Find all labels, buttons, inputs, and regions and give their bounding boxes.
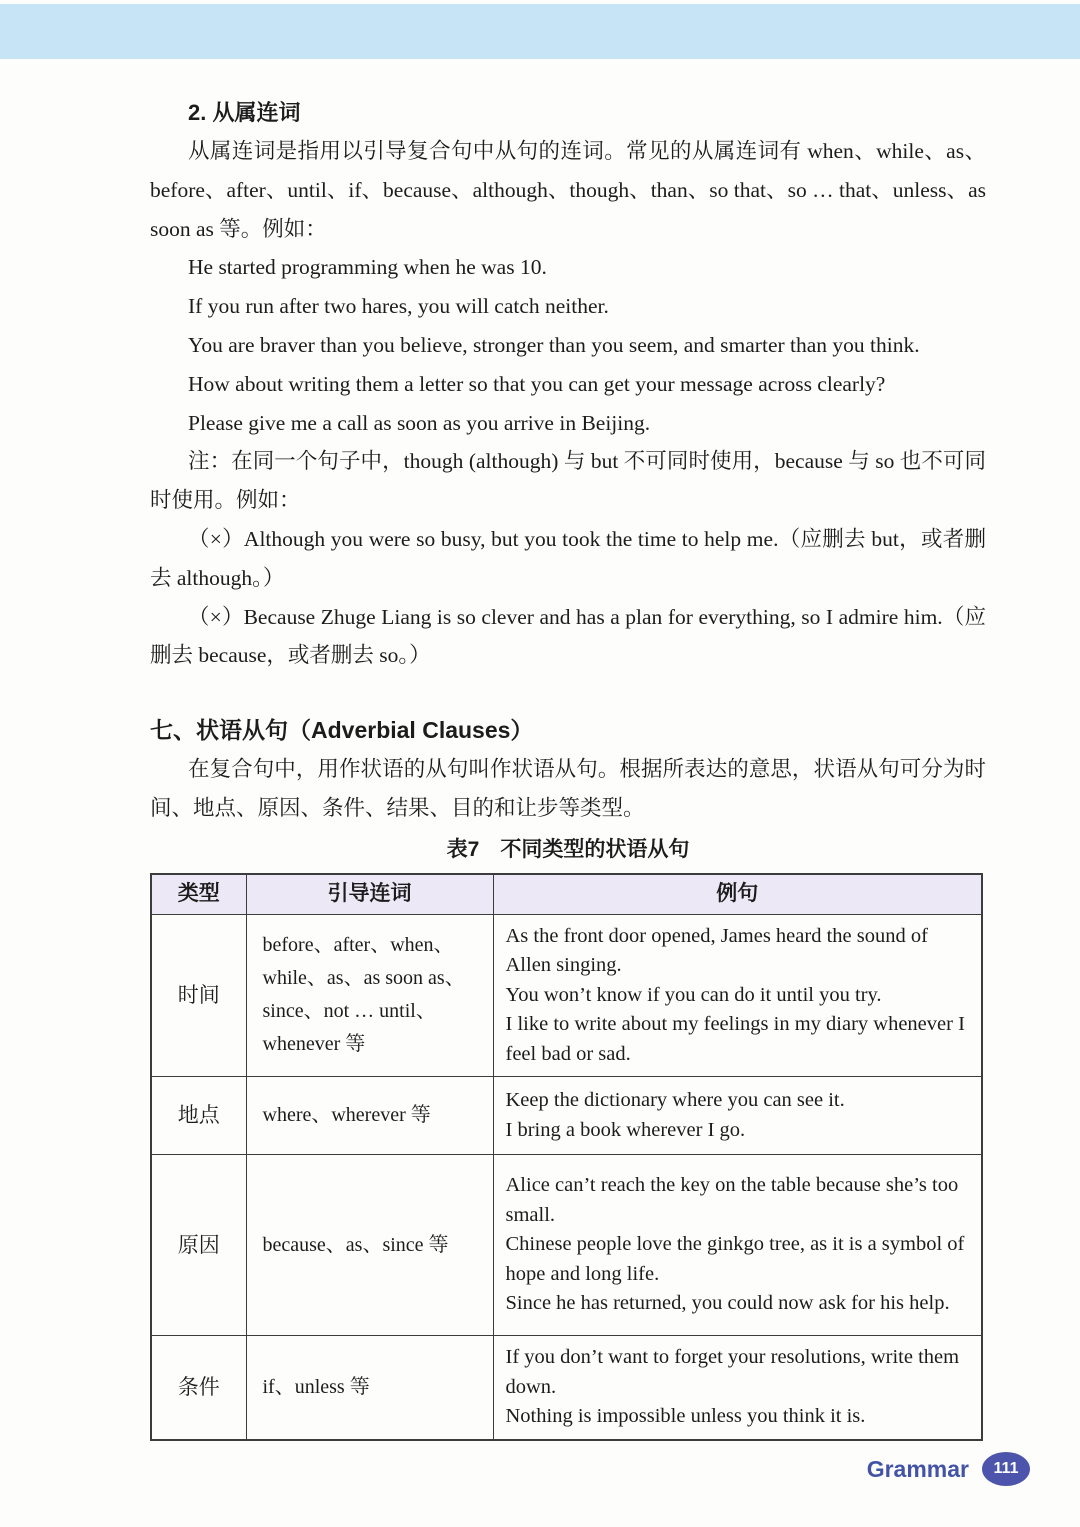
- row-type-label: 条件: [151, 1336, 246, 1440]
- table7-caption: 表7 不同类型的状语从句: [446, 837, 690, 861]
- page-body: [150, 59, 986, 1441]
- example-sentence: As the front door opened, James heard the sound of Allen singing.: [505, 924, 928, 977]
- row-type-label: 原因: [151, 1155, 246, 1336]
- example-sentence: Since he has returned, you could now ask for his help.: [505, 1292, 950, 1315]
- wrong-example-2: （×）Because Zhuge Liang is so clever and has a plan for everything, so I admire him.（应删去 because，或者删去 so。）: [150, 604, 986, 668]
- row-conjunctions: if、unless 等: [246, 1336, 493, 1440]
- row-examples: [493, 1155, 982, 1336]
- section-7-heading: 七、状语从句（Adverbial Clauses）: [150, 717, 534, 744]
- row-examples: [493, 1336, 982, 1440]
- col-header-conjunctions: 引导连词: [246, 874, 493, 914]
- table-row-place: [151, 1077, 982, 1155]
- footer-section-label: Grammar: [866, 1455, 969, 1482]
- example-sentence: Alice can’t reach the key on the table because she’s too small.: [505, 1174, 959, 1226]
- row-examples: [493, 914, 982, 1077]
- page-footer: [867, 1452, 1030, 1486]
- example-sentence: Chinese people love the ginkgo tree, as it is a symbol of hope and long life.: [505, 1233, 965, 1285]
- col-header-type: 类型: [151, 874, 246, 914]
- example-sentence: You are braver than you believe, stronger than you seem, and smarter than you think.: [188, 332, 920, 357]
- example-sentence: If you run after two hares, you will catch neither.: [188, 294, 609, 319]
- row-conjunctions: where、wherever 等: [246, 1077, 493, 1155]
- row-conjunctions: before、after、when、while、as、as soon as、since、not … until、whenever 等: [246, 914, 493, 1077]
- page-number-badge: 111: [982, 1452, 1030, 1486]
- example-sentence: Nothing is impossible unless you think it is.: [505, 1405, 866, 1428]
- col-header-examples: 例句: [493, 874, 982, 914]
- wrong-example-1: （×）Although you were so busy, but you took the time to help me.（应删去 but，或者删去 although。）: [150, 526, 986, 590]
- example-sentence: I bring a book wherever I go.: [505, 1118, 746, 1141]
- page-top-band: [0, 4, 1080, 59]
- table-row-reason: [151, 1155, 982, 1336]
- example-sentence: You won’t know if you can do it until you try.: [505, 983, 882, 1006]
- table-row-condition: [151, 1336, 982, 1440]
- example-sentence: He started programming when he was 10.: [188, 255, 547, 280]
- section-2-heading: 2. 从属连词: [188, 100, 301, 125]
- section-2-intro: 从属连词是指用以引导复合句中从句的连词。常见的从属连词有 when、while、as、before、after、until、if、because、although、though、than、so that、so … that、unless、as soon as 等。例如：: [150, 139, 986, 241]
- example-sentence: I like to write about my feelings in my diary whenever I feel bad or sad.: [505, 1013, 965, 1065]
- example-sentence: Please give me a call as soon as you arrive in Beijing.: [188, 410, 651, 435]
- section-7-intro: 在复合句中，用作状语的从句叫作状语从句。根据所表达的意思，状语从句可分为时间、地点、原因、条件、结果、目的和让步等类型。: [150, 757, 986, 820]
- row-examples: [493, 1077, 982, 1155]
- example-sentence: If you don’t want to forget your resolutions, write them down.: [505, 1346, 960, 1398]
- example-sentence: Keep the dictionary where you can see it.: [505, 1089, 845, 1112]
- row-conjunctions: because、as、since 等: [246, 1155, 493, 1336]
- table-row-time: [151, 914, 982, 1077]
- adverbial-clauses-table: [150, 873, 983, 1441]
- row-type-label: 地点: [151, 1077, 246, 1155]
- row-type-label: 时间: [151, 914, 246, 1077]
- example-sentence: How about writing them a letter so that you can get your message across clearly?: [188, 371, 886, 396]
- section-2-note: 注：在同一个句子中，though (although) 与 but 不可同时使用，because 与 so 也不可同时使用。例如：: [150, 449, 986, 513]
- table-header-row: [151, 874, 982, 914]
